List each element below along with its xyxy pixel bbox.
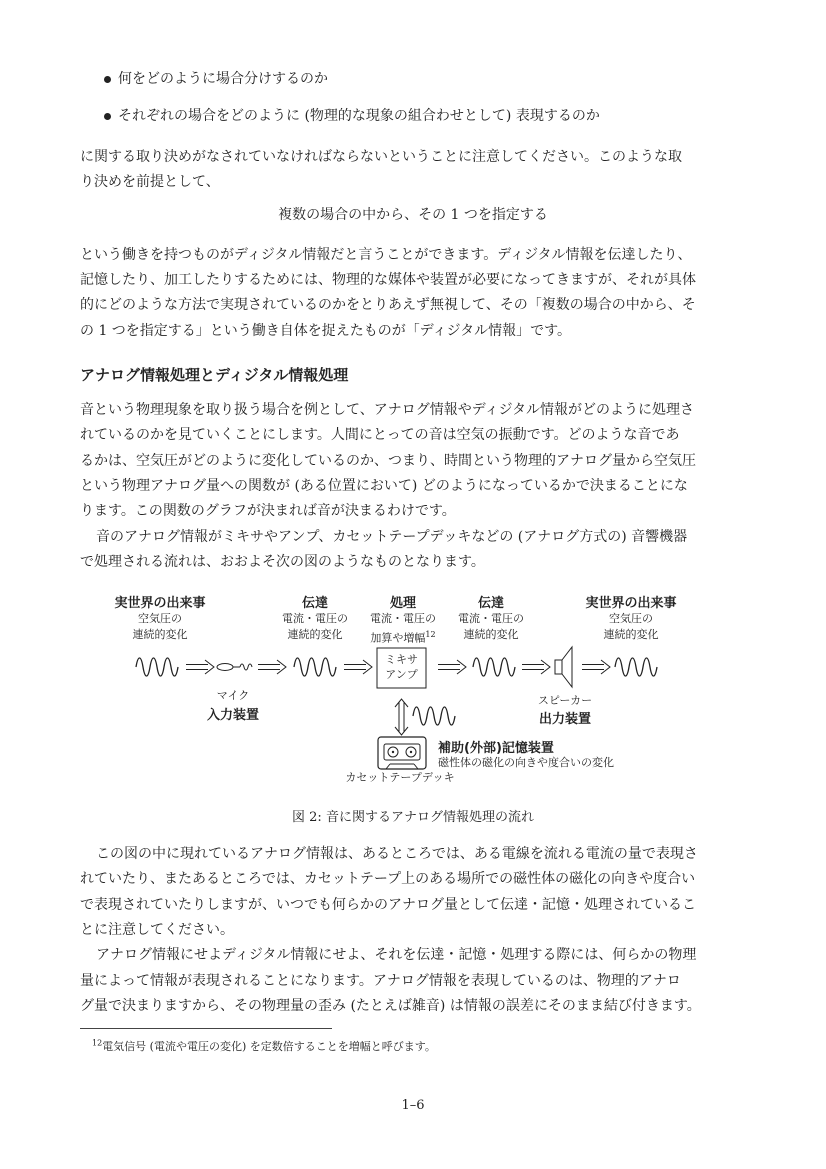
- arrow-right: [438, 660, 466, 674]
- fig-transmit-2-sub: 連続的変化: [463, 628, 519, 641]
- figure-caption: 図 2: 音に関するアナログ情報処理の流れ: [292, 810, 534, 825]
- body-line: れているのかを見ていくことにします。人間にとっての音は空気の振動です。どのような音であ: [80, 427, 680, 443]
- footnote-text: 電気信号 (電流や電圧の変化) を定数倍することを増幅と呼びます。: [102, 1040, 436, 1053]
- footnote: [92, 1038, 436, 1054]
- arrow-right: [344, 660, 372, 674]
- input-device-label: 入力装置: [206, 708, 259, 723]
- waveform-storage: [413, 707, 455, 725]
- body-line: 音のアナログ情報がミキサやアンプ、カセットテープデッキなどの (アナログ方式の) 音響機器: [96, 529, 688, 545]
- body-line: 量によって情報が表現されることになります。アナログ情報を表現しているのは、物理的アナロ: [80, 973, 681, 989]
- waveform-current-2: [473, 658, 515, 676]
- body-line: 記憶したり、加工したりするためには、物理的な媒体や装置が必要になってきますが、それが具体: [80, 272, 696, 288]
- storage-sub: 磁性体の磁化の向きや度合いの変化: [438, 756, 614, 769]
- storage-title: 補助(外部)記憶装置: [438, 741, 554, 756]
- footnote-ref: 12: [425, 630, 436, 639]
- body-line: 音という物理現象を取り扱う場合を例として、アナログ情報やディジタル情報がどのように処理さ: [80, 402, 695, 418]
- mixer-amp-label: ミキサ: [385, 653, 418, 666]
- body-line: り決めを前提として、: [80, 174, 220, 190]
- page-number: 1–6: [401, 1098, 425, 1113]
- body-line: この図の中に現れているアナログ情報は、あるところでは、ある電線を流れる電流の量で表現さ: [96, 846, 698, 862]
- bullet-item: それぞれの場合をどのように (物理的な現象の組合わせとして) 表現するのか: [118, 108, 600, 124]
- body-line: 的にどのような方法で実現されているのかをとりあえず無視して、その「複数の場合の中から、そ: [80, 297, 696, 313]
- fig-transmit-1-sub: 電流・電圧の: [282, 612, 348, 625]
- waveform-current-1: [294, 658, 336, 676]
- section-heading: アナログ情報処理とディジタル情報処理: [80, 366, 349, 384]
- fig-transmit-2: 伝達: [477, 596, 504, 611]
- body-line: れていたり、またあるところでは、カセットテープ上のある場所での磁性体の磁化の向きや度合い: [80, 871, 696, 887]
- center-phrase: 複数の場合の中から、その 1 つを指定する: [278, 207, 548, 223]
- body-line: アナログ情報にせよディジタル情報にせよ、それを伝達・記憶・処理する際には、何らかの物理: [96, 947, 697, 963]
- fig-transmit-2-sub: 電流・電圧の: [458, 612, 524, 625]
- cassette-icon: [378, 737, 426, 769]
- arrow-right: [186, 660, 214, 674]
- output-device-label: 出力装置: [538, 712, 591, 727]
- body-line: の 1 つを指定する」という働き自体を捉えたものが「ディジタル情報」です。: [80, 323, 572, 339]
- fig-transmit-1: 伝達: [301, 596, 328, 611]
- arrow-right: [258, 660, 286, 674]
- fig-real-world-right-sub: 連続的変化: [603, 628, 659, 641]
- body-line: るかは、空気圧がどのように変化しているのか、つまり、時間という物理的アナログ量から空気圧: [80, 453, 696, 469]
- body-line: という物理アナログ量への関数が (ある位置において) どのようになっているかで決まることにな: [80, 478, 688, 494]
- speaker-label: スピーカー: [537, 694, 593, 707]
- fig-real-world-right-sub: 空気圧の: [609, 612, 653, 625]
- body-line: ります。この関数のグラフが決まれば音が決まるわけです。: [80, 503, 456, 519]
- mic-label: マイク: [216, 689, 250, 702]
- fig-real-world-left-sub: 空気圧の: [138, 612, 182, 625]
- body-line: で表現されていたりしますが、いつでも何らかのアナログ量として伝達・記憶・処理されているこ: [80, 897, 696, 913]
- body-line: に関する取り決めがなされていなければならないということに注意してください。このような取: [80, 149, 682, 165]
- fig-real-world-left-sub: 連続的変化: [132, 628, 188, 641]
- body-line: グ量で決まりますから、その物理量の歪み (たとえば雑音) は情報の誤差にそのまま結び付きます。: [80, 998, 701, 1014]
- body-line: という働きを持つものがディジタル情報だと言うことができます。ディジタル情報を伝達したり、: [80, 247, 692, 263]
- footnote-mark: 12: [92, 1038, 103, 1048]
- fig-transmit-1-sub: 連続的変化: [287, 628, 343, 641]
- mixer-amp-label: アンプ: [385, 668, 418, 681]
- footnote-rule: [80, 1028, 332, 1029]
- waveform-air-left: [136, 658, 178, 676]
- body-line: で処理される流れは、おおよそ次の図のようなものとなります。: [80, 554, 485, 570]
- fig-process-sub-text: 加算や増幅: [370, 631, 426, 645]
- fig-real-world-right: 実世界の出来事: [585, 596, 677, 611]
- fig-real-world-left: 実世界の出来事: [114, 596, 206, 611]
- cassette-label: カセットテープデッキ: [345, 771, 455, 784]
- speaker-icon: [555, 647, 572, 687]
- body-line: とに注意してください。: [80, 922, 234, 938]
- arrow-right: [582, 660, 610, 674]
- fig-process-sub: 電流・電圧の: [370, 612, 436, 625]
- fig-process: 処理: [389, 596, 416, 611]
- arrow-right: [522, 660, 550, 674]
- vertical-double-arrow: [395, 699, 408, 735]
- bullet-item: 何をどのように場合分けするのか: [118, 71, 328, 87]
- waveform-air-right: [615, 658, 657, 676]
- microphone-icon: [217, 664, 252, 671]
